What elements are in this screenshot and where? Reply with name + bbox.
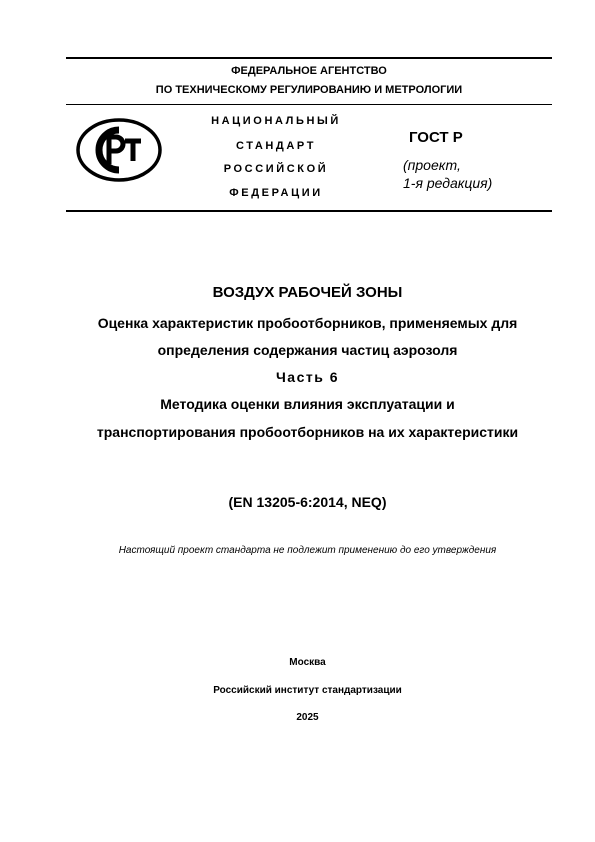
agency-name-line1: ФЕДЕРАЛЬНОЕ АГЕНТСТВО (231, 65, 387, 77)
gost-label: ГОСТ Р (409, 129, 463, 146)
agency-name-line2: ПО ТЕХНИЧЕСКОМУ РЕГУЛИРОВАНИЮ И МЕТРОЛОГИИ (155, 84, 463, 96)
document-part-number: Часть 6 (275, 369, 340, 385)
part-title-line1: Методика оценки влияния эксплуатации и (160, 396, 455, 412)
header-middle-rule (66, 104, 552, 105)
rst-certification-logo-icon (75, 117, 163, 183)
header-top-rule (66, 57, 552, 59)
draft-notice: Настоящий проект стандарта не подлежит применению до его утверждения (118, 545, 497, 556)
publication-city: Москва (289, 657, 326, 668)
document-subtitle-line1: Оценка характеристик пробоотборников, применяемых для (97, 315, 518, 331)
international-reference: (EN 13205-6:2014, NEQ) (228, 494, 387, 510)
standard-type-line1: НАЦИОНАЛЬНЫЙ (211, 115, 341, 127)
part-title-line2: транспортирования пробоотборников на их характеристики (96, 424, 519, 440)
standard-type-line2: СТАНДАРТ (235, 140, 317, 152)
publisher-name: Российский институт стандартизации (213, 685, 402, 696)
draft-status-line2: 1-я редакция) (403, 175, 493, 191)
draft-status-line1: (проект, (403, 157, 461, 173)
standard-type-line3: РОССИЙСКОЙ (223, 163, 329, 175)
document-title: ВОЗДУХ РАБОЧЕЙ ЗОНЫ (212, 284, 403, 301)
header-bottom-rule (66, 210, 552, 212)
publication-year: 2025 (296, 712, 319, 723)
document-subtitle-line2: определения содержания частиц аэрозоля (157, 342, 458, 358)
standard-type-line4: ФЕДЕРАЦИИ (229, 187, 323, 199)
